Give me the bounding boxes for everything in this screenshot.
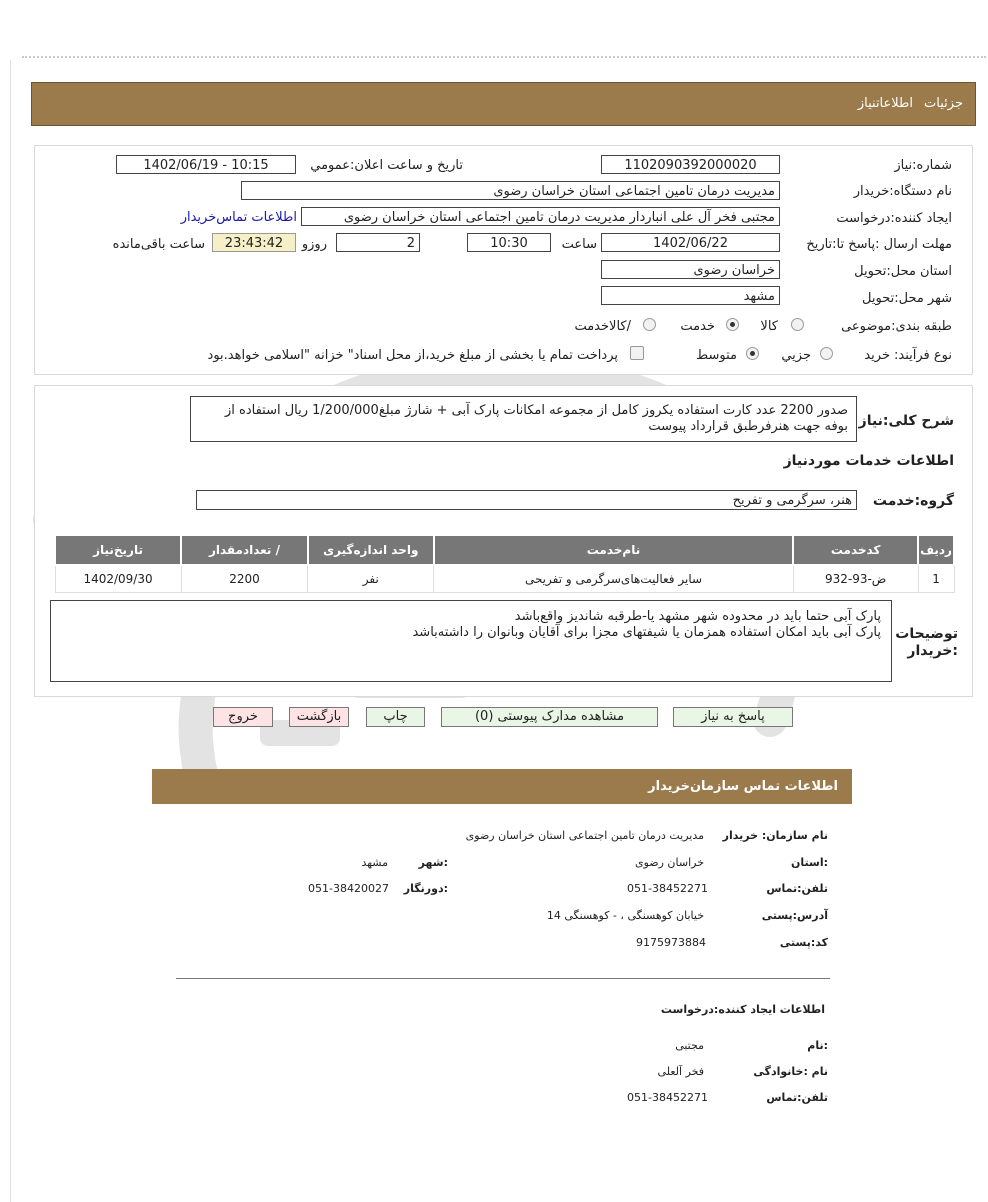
col-service-name: نام‌خدمت	[434, 535, 794, 565]
city-label: :شهر	[418, 856, 448, 869]
category-option-goods: کالا	[760, 319, 778, 334]
process-option-medium: متوسط	[696, 348, 737, 363]
cell-quantity: 2200	[181, 565, 308, 593]
page-header	[31, 82, 976, 126]
col-service-code: کدخدمت	[793, 535, 918, 565]
table-row	[55, 565, 954, 593]
treasury-payment-checkbox[interactable]	[630, 346, 644, 360]
province-value: خراسان رضوی	[634, 856, 704, 869]
cell-service-name: سایر فعالیت‌های‌سرگرمی و تفریحی	[434, 565, 794, 593]
process-radio-medium[interactable]	[746, 347, 759, 360]
fax-label: :دورنگار	[403, 882, 448, 895]
back-button[interactable]: بازگشت	[289, 707, 349, 727]
buyer-contact-link[interactable]: اطلاعات تماس‌خریدار	[180, 210, 297, 225]
days-field: 2	[336, 233, 420, 252]
phone-label: تلفن:تماس	[766, 882, 828, 895]
buyer-notes-field	[50, 600, 892, 682]
creator-family-label: نام :خانوادگی	[753, 1065, 828, 1078]
postal-code-label: کد:پستی	[779, 936, 828, 949]
category-option-goods-service: /کالاخدمت	[574, 319, 631, 334]
need-number-label: شماره:نیاز	[894, 158, 952, 173]
category-radio-goods[interactable]	[791, 318, 804, 331]
service-group-label: گروه:خدمت	[872, 493, 954, 509]
deadline-date-field: 1402/06/22	[601, 233, 780, 252]
buyer-notes-line-2: پارک آبی باید امکان استفاده همزمان یا شیفتهای مجزا برای آقایان وبانوان را داشته‌باشد	[412, 625, 881, 640]
tab-need-info[interactable]: اطلاعاتنیاز	[857, 96, 913, 111]
postal-code-value: 9175973884	[636, 936, 706, 949]
cell-need-date: 1402/09/30	[55, 565, 181, 593]
contact-section-header	[152, 769, 852, 804]
process-radio-minor[interactable]	[820, 347, 833, 360]
creator-label: ایجاد کننده:درخواست	[836, 211, 952, 226]
creator-phone-value: 051-38452271	[627, 1091, 708, 1104]
remaining-time-field: 23:43:42	[212, 233, 296, 252]
summary-label: شرح کلی:نیاز	[858, 413, 954, 429]
delivery-province-field: خراسان رضوی	[601, 260, 780, 279]
cell-row: 1	[918, 565, 954, 593]
category-radio-service[interactable]	[726, 318, 739, 331]
creator-family-value: فخر آلعلی	[657, 1065, 704, 1078]
remaining-time-label: ساعت باقی‌مانده	[112, 237, 205, 252]
delivery-city-field: مشهد	[601, 286, 780, 305]
col-need-date: تاریخ‌نیاز	[55, 535, 181, 565]
category-label: طبقه بندی:موضوعی	[841, 319, 952, 334]
cell-unit: نفر	[308, 565, 434, 593]
process-type-label: نوع فرآیند:	[894, 348, 952, 363]
org-name-value: مدیریت درمان تامین اجتماعی استان خراسان رضوی	[465, 829, 704, 842]
city-value: مشهد	[361, 856, 388, 869]
deadline-time-label: ساعت	[561, 237, 597, 252]
address-label: آدرس:پستی	[761, 909, 828, 922]
summary-field: صدور 2200 عدد کارت استفاده یکروز کامل از مجموعه امکانات پارک آبی + شارژ مبلغ1/200/000 ریال استفاده از بوفه جهت هنرفرطبق قرارداد پیوست	[190, 396, 857, 442]
col-quantity: / تعدادمقدار	[181, 535, 308, 565]
tab-details[interactable]: جزئیات	[924, 96, 963, 111]
phone-value: 051-38452271	[627, 882, 708, 895]
buyer-org-label: نام دستگاه:خریدار	[853, 184, 952, 199]
top-divider	[22, 56, 986, 58]
address-value: خیابان کوهسنگی ، - کوهسنگی 14	[546, 909, 704, 922]
delivery-province-label: استان محل:تحویل	[854, 264, 952, 279]
col-unit: واحد اندازه‌گیری	[308, 535, 434, 565]
category-option-service: خدمت	[680, 319, 715, 334]
buyer-notes-label: توضیحات :خریدار	[895, 626, 958, 659]
creator-field: مجتبی فخر آل علی انباردار مدیریت درمان تامین اجتماعی استان خراسان رضوی	[301, 207, 780, 226]
delivery-city-label: شهر محل:تحویل	[862, 291, 952, 306]
service-group-field: هنر، سرگرمی و تفریح	[196, 490, 857, 510]
fax-value: 051-38420027	[308, 882, 389, 895]
category-radio-goods-service[interactable]	[643, 318, 656, 331]
treasury-payment-text: پرداخت تمام یا بخشی از مبلغ خرید،از محل اسناد" خزانه "اسلامی خواهد.بود	[207, 348, 618, 363]
days-label: روزو	[301, 237, 327, 252]
contact-divider	[176, 978, 830, 979]
exit-button[interactable]: خروج	[213, 707, 273, 727]
need-info-panel	[34, 145, 973, 375]
attachments-button[interactable]: مشاهده مدارک پیوستی (0)	[441, 707, 658, 727]
creator-name-value: مجتبی	[675, 1039, 704, 1052]
org-name-label: نام سازمان: خریدار	[722, 829, 828, 842]
print-button[interactable]: چاپ	[366, 707, 425, 727]
process-option-minor: جزيي	[781, 348, 811, 363]
announce-date-field: 1402/06/19 - 10:15	[116, 155, 296, 174]
left-border	[10, 60, 11, 1202]
announce-date-label: تاریخ و ساعت اعلان:عمومي	[310, 158, 463, 173]
province-label: :استان	[791, 856, 828, 869]
contact-section-title: اطلاعات تماس سازمان‌خریدار	[648, 779, 838, 794]
services-section-title: اطلاعات خدمات موردنیاز	[783, 453, 954, 469]
process-buy-label: خريد	[864, 348, 890, 363]
col-row: ردیف	[918, 535, 954, 565]
services-table	[54, 534, 955, 593]
need-number-field: 1102090392000020	[601, 155, 780, 174]
creator-name-label: :نام	[807, 1039, 828, 1052]
cell-service-code: ض-93-932	[793, 565, 918, 593]
creator-phone-label: تلفن:تماس	[766, 1091, 828, 1104]
reply-button[interactable]: پاسخ به نیاز	[673, 707, 793, 727]
buyer-org-field: مدیریت درمان تامین اجتماعی استان خراسان رضوی	[241, 181, 780, 200]
deadline-time-field: 10:30	[467, 233, 551, 252]
buyer-notes-line-1: پارک آبی حتما باید در محدوده شهر مشهد یا-طرقبه شاندیز واقع‌باشد	[514, 609, 881, 624]
deadline-label: مهلت ارسال :پاسخ تا:تاریخ	[806, 237, 952, 252]
creator-info-title: اطلاعات ایجاد کننده:درخواست	[660, 1003, 825, 1016]
